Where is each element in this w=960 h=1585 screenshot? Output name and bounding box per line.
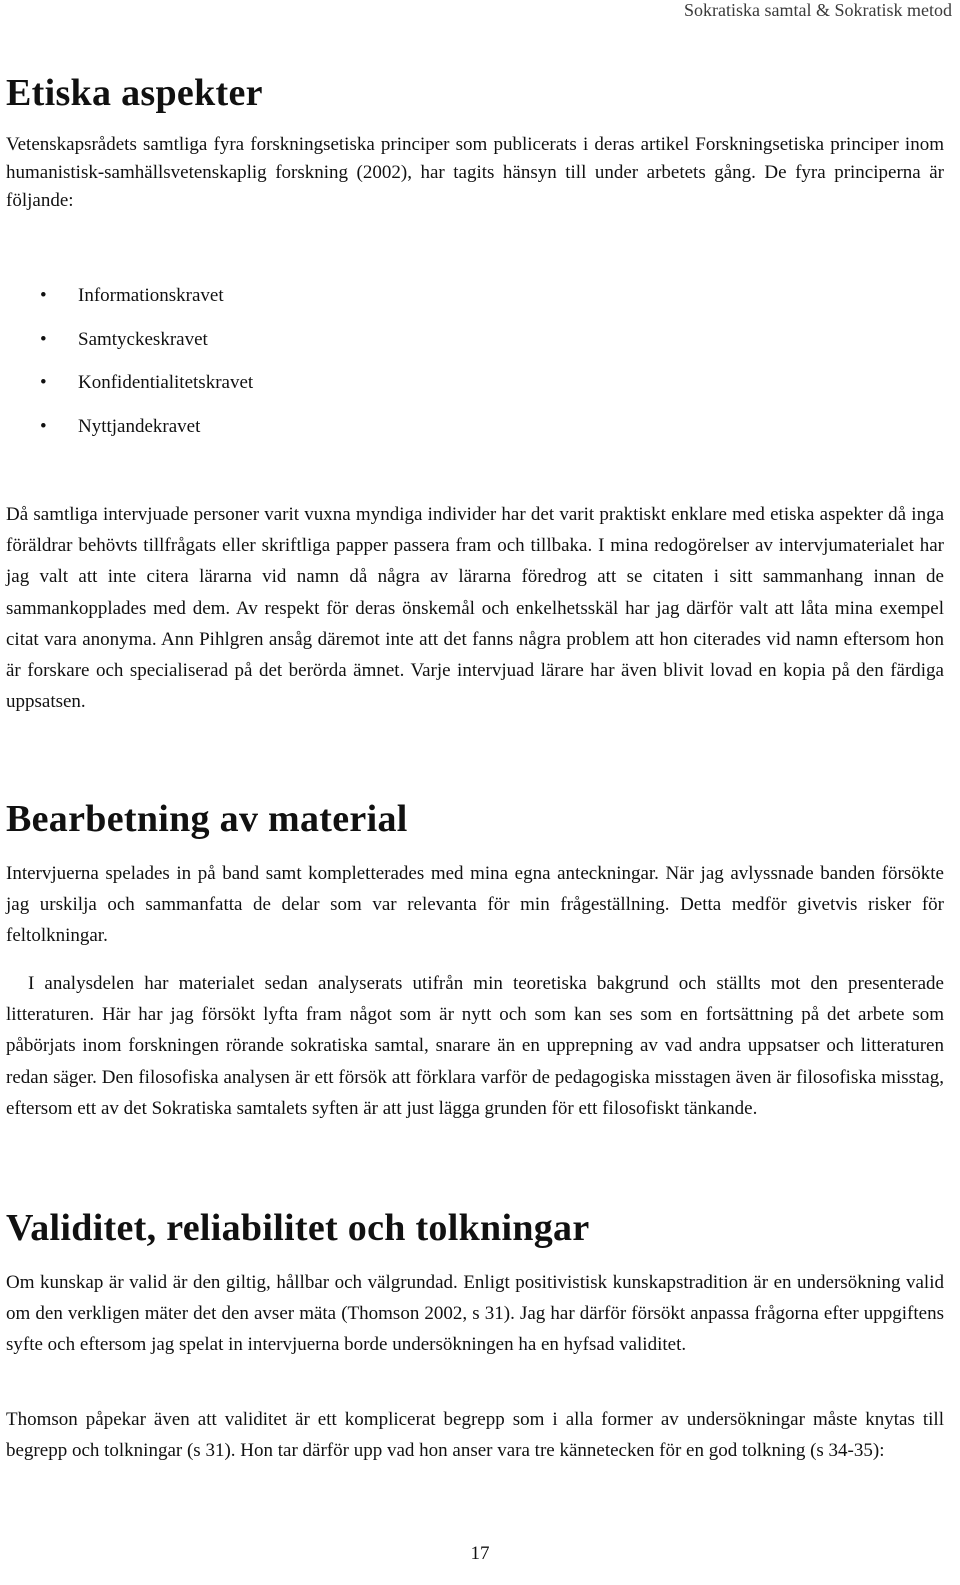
processing-paragraph-2: I analysdelen har materialet sedan analyserats utifrån min teoretiska bakgrund och ställts mot den presenterade litteraturen. Här har jag försökt lyfta fram något som är nytt och som kan ses som en fortsättning på det arbete som påbörjats inom forskningen rörande sokratiska samtal, snarare än en upprepning av vad andra uppsatser och litteraturen redan säger. Den filosofiska analysen är ett försök att förklara varför de pedagogiska misstagen även är filosofiska misstag, eftersom ett av det Sokratiska samtalets syften är att just lägga grunden för ett filosofiskt tänkande.: [6, 973, 944, 1119]
running-header: Sokratiska samtal & Sokratisk metod: [684, 0, 952, 20]
page-number: 17: [470, 1543, 490, 1564]
principles-list: [40, 282, 253, 456]
principle-label: Nyttjandekravet: [78, 415, 201, 437]
list-item: [40, 326, 253, 370]
processing-paragraph-1: Intervjuerna spelades in på band samt kompletterades med mina egna anteckningar. När jag avlyssnade banden försökte jag urskilja och sammanfatta de delar som var relevanta för min frågeställning. Detta medför givetvis risker för feltolkningar.: [6, 863, 944, 947]
validity-paragraph-1: Om kunskap är valid är den giltig, hållbar och välgrundad. Enligt positivistisk kunskapstradition är en undersökning valid om den verkligen mäter det den avser mäta (Thomson 2002, s 31). Jag har därför försökt anpassa frågorna efter uppgiftens syfte och eftersom jag spelat in intervjuerna borde undersökningen ha en hyfsad validitet.: [6, 1272, 944, 1356]
ethics-body-paragraph: Då samtliga intervjuade personer varit vuxna myndiga individer har det varit praktiskt enklare med etiska aspekter då inga föräldrar behövts tillfrågats eller skriftliga papper passera fram och tillbaka. I mina redogörelser av intervjumaterialet har jag valt att inte citera lärarna vid namn då några av lärarna föredrog att se citaten i sitt sammanhang innan de sammankopplades med dem. Av respekt för deras önskemål och enkelhetsskäl har jag därför valt att låta mina exempel citat vara anonyma. Ann Pihlgren ansåg däremot inte att det fanns några problem att hon citerades vid namn eftersom hon är forskare och specialiserad på det berörda ämnet. Varje intervjuad lärare har även blivit lovad en kopia på den färdiga uppsatsen.: [6, 504, 944, 713]
validity-paragraph-2: Thomson påpekar även att validitet är ett komplicerat begrepp som i alla former av undersökningar måste knytas till begrepp och tolkningar (s 31). Hon tar därför upp vad hon anser vara tre kännetecken för en god tolkning (s 34-35):: [6, 1409, 944, 1462]
list-item: [40, 282, 253, 326]
heading-etiska-aspekter: Etiska aspekter: [6, 72, 263, 114]
bullet-icon: •: [40, 372, 47, 393]
principle-label: Samtyckeskravet: [78, 328, 208, 350]
bullet-icon: •: [40, 285, 47, 306]
ethics-intro-paragraph: Vetenskapsrådets samtliga fyra forskningsetiska principer som publicerats i deras artikel Forskningsetiska principer inom humanistisk-samhällsvetenskaplig forskning (2002), har tagits hänsyn till under arbetets gång. De fyra principerna är följande:: [6, 134, 944, 211]
list-item: [40, 413, 253, 457]
principle-label: Informationskravet: [78, 285, 224, 306]
heading-validitet: Validitet, reliabilitet och tolkningar: [6, 1207, 590, 1249]
bullet-icon: •: [40, 415, 47, 437]
heading-bearbetning-av-material: Bearbetning av material: [6, 798, 408, 840]
principle-label: Konfidentialitetskravet: [78, 372, 254, 393]
list-item: [40, 369, 253, 413]
bullet-icon: •: [40, 328, 47, 350]
